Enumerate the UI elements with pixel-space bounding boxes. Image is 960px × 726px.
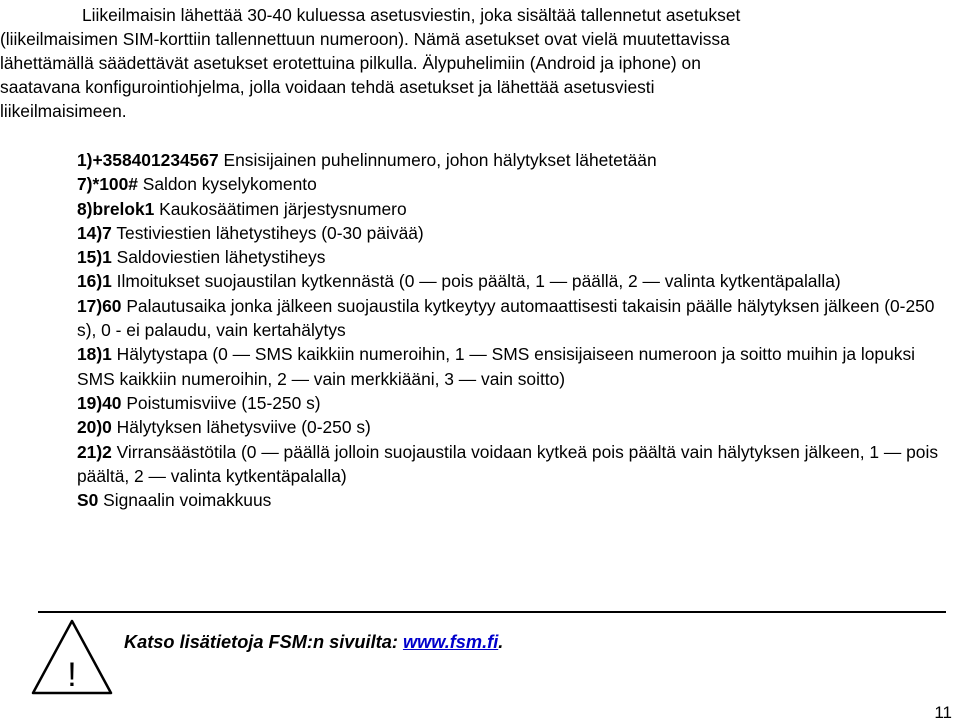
intro-line: saatavana konfigurointiohjelma, jolla voidaan tehdä asetukset ja lähettää asetusviesti (0, 77, 655, 97)
more-info-note (124, 632, 503, 653)
settings-item (77, 269, 947, 293)
fsm-website-link[interactable]: www.fsm.fi (402, 632, 499, 652)
setting-description: Signaalin voimakkuus (98, 490, 272, 511)
setting-description: Hälytyksen lähetysviive (0-250 s) (111, 417, 371, 438)
setting-description: Saldon kyselykomento (137, 174, 317, 195)
settings-item (77, 440, 947, 489)
setting-description: Virransäästötila (0 — päällä jolloin suojaustila voidaan kytkeä pois päältä vain hälytyksen jälkeen, 1 — pois päältä, 2 — valinta kytkentäpalalla) (77, 441, 939, 486)
warning-triangle-icon (30, 618, 114, 696)
settings-item (77, 342, 947, 391)
settings-item (77, 148, 947, 172)
note-prefix: Katso lisätietoja FSM:n sivuilta: (124, 632, 403, 652)
intro-line: (liikeilmaisimen SIM-korttiin tallennettuun numeroon). Nämä asetukset ovat vielä muutettavissa (0, 29, 730, 49)
warning-triangle-icon-svg (30, 618, 114, 696)
setting-code: 8)brelok1 (77, 198, 155, 219)
settings-item (77, 391, 947, 415)
setting-code: 19)40 (77, 392, 122, 413)
setting-code: 15)1 (77, 247, 112, 268)
intro-line: Liikeilmaisin lähettää 30-40 kuluessa asetusviestin, joka sisältää tallennetut asetukset (82, 5, 741, 25)
settings-item (77, 415, 947, 439)
settings-item (77, 294, 947, 343)
note-suffix: . (498, 632, 504, 652)
setting-code: 21)2 (77, 441, 112, 462)
intro-line: liikeilmaisimeen. (0, 101, 127, 121)
setting-description: Ensisijainen puhelinnumero, johon hälytykset lähetetään (218, 150, 657, 170)
settings-item (77, 172, 947, 196)
setting-code: 18)1 (77, 344, 112, 365)
warning-symbol: ! (67, 656, 77, 694)
setting-description: Saldoviestien lähetystiheys (111, 247, 326, 268)
settings-item (77, 221, 947, 245)
setting-code: 7)*100# (77, 174, 138, 195)
setting-description: Kaukosäätimen järjestysnumero (154, 198, 407, 219)
settings-list (77, 148, 947, 512)
setting-description: Palautusaika jonka jälkeen suojaustila kytkeytyy automaattisesti takaisin päälle hälytyksen jälkeen (0-250 s), 0 - ei palaudu, vain kertahälytys (77, 295, 935, 341)
setting-code: S0 (77, 490, 99, 511)
setting-code: 20)0 (77, 417, 112, 438)
setting-code: 16)1 (77, 271, 112, 292)
intro-paragraph (0, 3, 945, 123)
settings-item (77, 197, 947, 221)
setting-code: 1)+358401234567 (77, 150, 219, 170)
page-number: 11 (934, 703, 952, 722)
setting-description: Ilmoitukset suojaustilan kytkennästä (0 — pois päältä, 1 — päällä, 2 — valinta kytkentäpalalla) (111, 271, 841, 292)
footer-divider (38, 611, 946, 613)
setting-code: 17)60 (77, 295, 122, 316)
settings-item (77, 245, 947, 269)
setting-code: 14)7 (77, 222, 112, 243)
setting-description: Poistumisviive (15-250 s) (121, 392, 321, 413)
setting-description: Hälytystapa (0 — SMS kaikkiin numeroihin, 1 — SMS ensisijaiseen numeroon ja soitto muihin ja lopuksi SMS kaikkiin numeroihin, 2 — vain merkkiääni, 3 — vain soitto) (77, 344, 916, 389)
intro-line: lähettämällä säädettävät asetukset erotettuina pilkulla. Älypuhelimiin (Android ja iphone) on (0, 53, 701, 73)
setting-description: Testiviestien lähetystiheys (0-30 päivää) (111, 222, 424, 243)
settings-item (77, 488, 947, 512)
